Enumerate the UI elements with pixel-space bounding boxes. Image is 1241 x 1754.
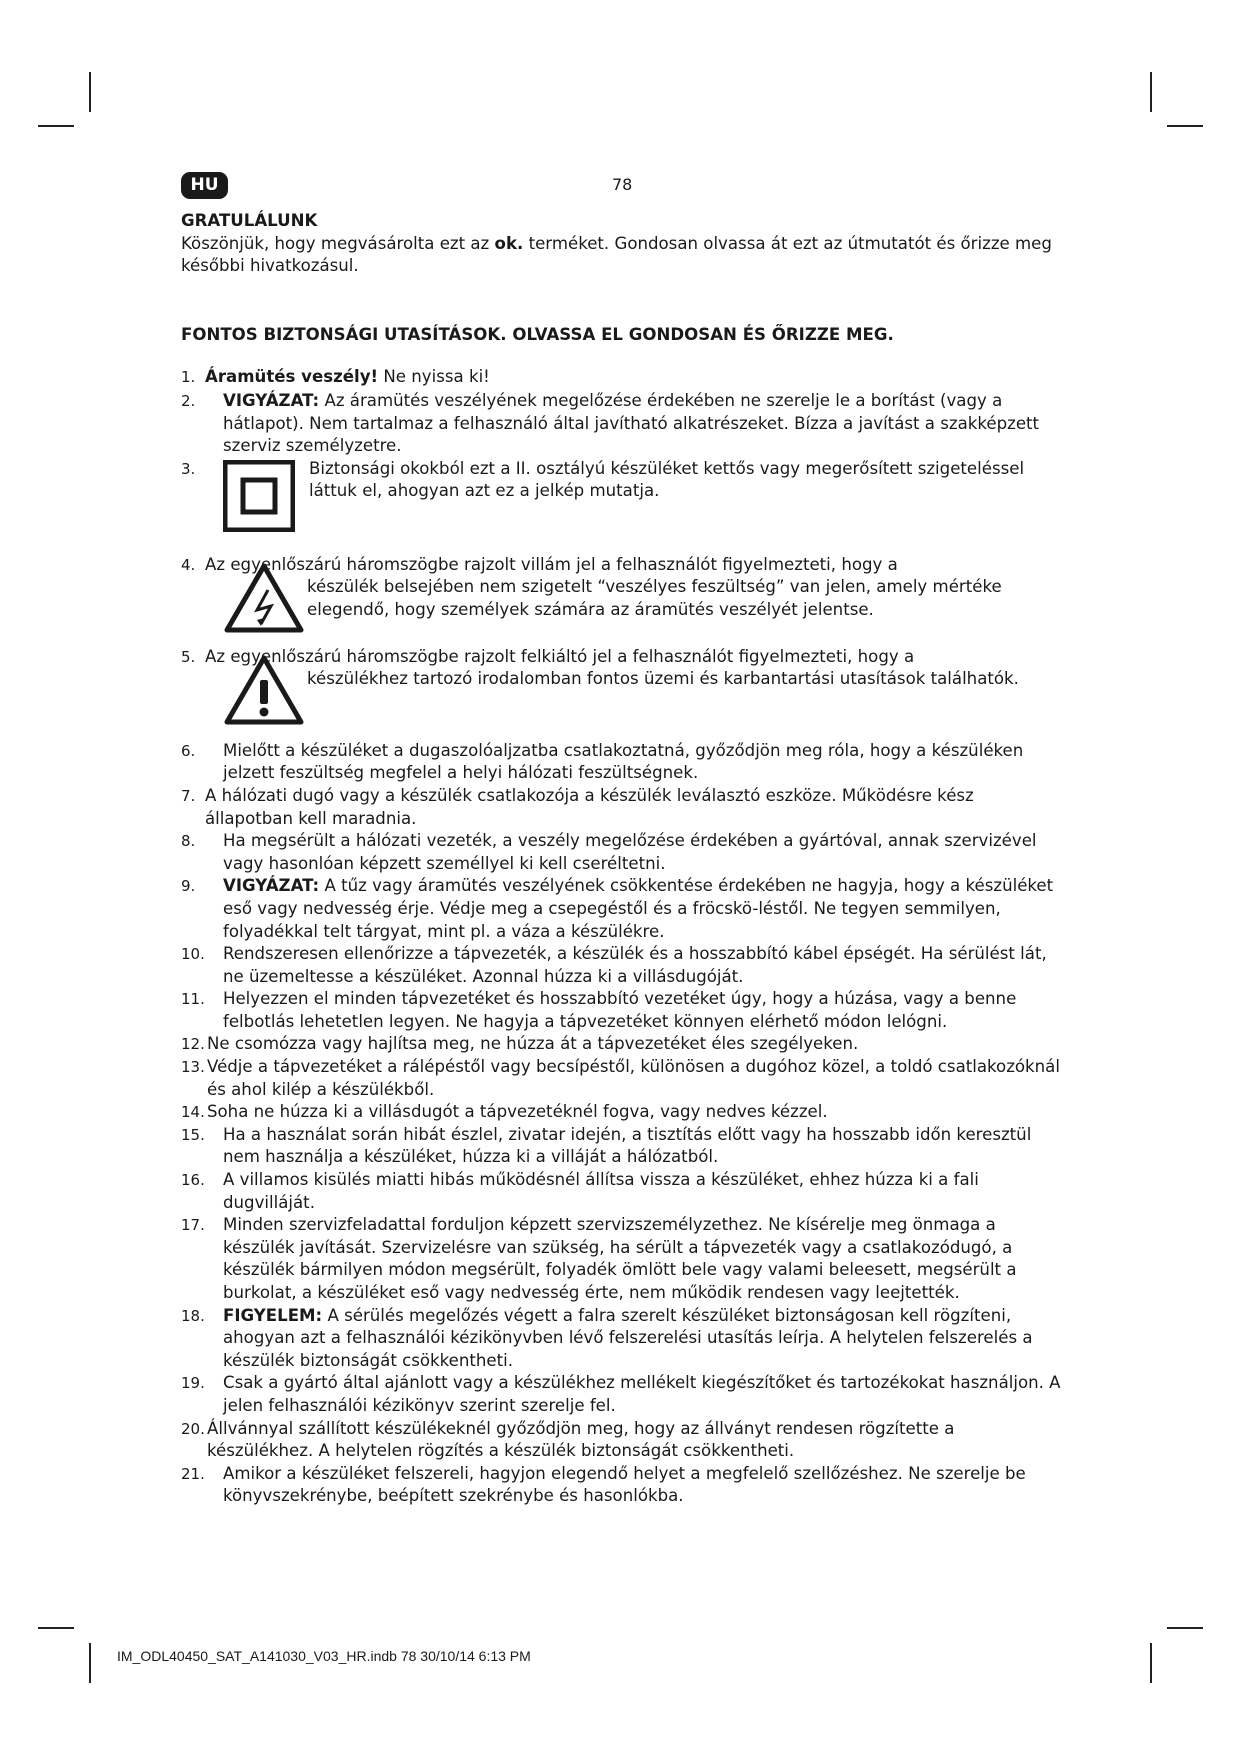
list-item: 15. Ha a használat során hibát észlel, zivatar idején, a tisztítás előtt vagy ha hosszabb időn keresztül nem használja a készüléket, húzza ki a villáját a hálózatból. <box>181 1124 1032 1167</box>
list-item: 11. Helyezzen el minden tápvezetéket és hosszabbító vezetéket úgy, hogy a húzása, vagy a benne felbotlás lehetetlen legyen. Ne hagyja a tápvezetéket könnyen elérhető módon lelógni. <box>181 989 1017 1031</box>
list-item: 3. Biztonsági okokból ezt a II. osztályú készüléket kettős vagy megerősített szigeteléssel láttuk el, ahogyan azt ez a jelkép mutatja. <box>181 458 1061 542</box>
crop-mark <box>1167 1627 1203 1629</box>
list-item: 18. FIGYELEM: A sérülés megelőzés végett a falra szerelt készüléket biztonságosan kell rögzíteni, ahogyan azt a felhasználói kézikönyvben lévő felszerelési utasítás leírja. A helytelen felszerelés a készülék biztonságát csökkentheti. <box>181 1305 1033 1370</box>
intro-text: Köszönjük, hogy megvásárolta ezt az ok. terméket. Gondosan olvassa át ezt az útmutatót és őrizze meg későbbi hivatkozásul. <box>181 233 1052 276</box>
list-item: 19. Csak a gyártó által ajánlott vagy a készülékhez mellékelt kiegészítőket és tartozékokat használjon. A jelen felhasználói kézikönyv szerint szerelje fel. <box>181 1373 1061 1415</box>
crop-mark <box>1167 125 1203 127</box>
list-item: 20. Állvánnyal szállított készülékeknél győződjön meg, hogy az állványt rendesen rögzítette a készülékhez. A helytelen rögzítés a készülék biztonságát csökkentheti. <box>181 1418 955 1461</box>
list-item: 1. Áramütés veszély! Ne nyissa ki! <box>181 367 490 387</box>
crop-mark <box>89 72 91 112</box>
crop-mark <box>1150 72 1152 112</box>
list-item: 14. Soha ne húzza ki a villásdugót a tápvezetéknél fogva, vagy nedves kézzel. <box>181 1102 828 1122</box>
list-item: 2. VIGYÁZAT: Az áramütés veszélyének megelőzése érdekében ne szerelje le a borítást (vagy a hátlapot). Nem tartalmaz a felhasználó által javítható alkatrészeket. Bízza a javítást a szakképzett szerviz személyzetre. <box>181 390 1040 456</box>
list-item: 13. Védje a tápvezetéket a rálépéstől vagy becsípéstől, különösen a dugóhoz közel, a toldó csatlakozóknál és ahol kilép a készülékből. <box>181 1057 1060 1099</box>
safety-list <box>181 366 1061 1508</box>
language-badge: HU <box>181 172 228 199</box>
lightning-warning-icon <box>223 562 305 634</box>
list-item: 12. Ne csomózza vagy hajlítsa meg, ne húzza át a tápvezetéket éles szegélyeken. <box>181 1034 859 1054</box>
brand-name: ok. <box>494 233 524 253</box>
crop-mark <box>38 125 74 127</box>
list-item: 16. A villamos kisülés miatti hibás működésnél állítsa vissza a készüléket, ehhez húzza ki a fali dugvilláját. <box>181 1170 979 1212</box>
list-item: 10. Rendszeresen ellenőrizze a tápvezeték, a készülék és a hosszabbító kábel épségét. Ha sérülést lát, ne üzemeltesse a készüléket. Azonnal húzza ki a villásdugóját. <box>181 944 1047 986</box>
list-item: 5. Az egyenlőszárú háromszögbe rajzolt felkiáltó jel a felhasználót figyelmezteti, hogy a készülékhez tartozó irodalomban fontos üzemi és karbantartási utasítások találhatók. <box>181 646 1061 736</box>
list-item: 8. Ha megsérült a hálózati vezeték, a veszély megelőzése érdekében a gyártóval, annak szervizével vagy hasonlóan képzett személlyel ki kell cseréltetni. <box>181 831 1037 873</box>
crop-mark <box>89 1643 91 1683</box>
list-item: 9. VIGYÁZAT: A tűz vagy áramütés veszélyének csökkentése érdekében ne hagyja, hogy a készüléket eső vagy nedvesség érje. Védje meg a csepegéstől és a fröcskö-léstől. Ne tegyen semmilyen, folyadékkal telt tárgyat, mint pl. a váza a készülékre. <box>181 876 1054 941</box>
list-item: 21. Amikor a készüléket felszereli, hagyjon elegendő helyet a megfelelő szellőzéshez. Ne szerelje be könyvszekrénybe, beépített szekrénybe és hasonlókba. <box>181 1463 1026 1506</box>
crop-mark <box>1150 1643 1152 1683</box>
list-item: 7. A hálózati dugó vagy a készülék csatlakozója a készülék leválasztó eszköze. Működésre kész állapotban kell maradnia. <box>181 785 974 828</box>
intro-heading: GRATULÁLUNK <box>181 211 318 230</box>
print-imprint: IM_ODL40450_SAT_A141030_V03_HR.indb 78 30/10/14 6:13 PM <box>117 1648 531 1664</box>
page-content <box>181 210 1061 1508</box>
page-number: 78 <box>612 175 633 194</box>
list-item: 4. Az egyenlőszárú háromszögbe rajzolt villám jel a felhasználót figyelmezteti, hogy a készülék belsejében nem szigetelt “veszélyes feszültség” van jelen, amely mértéke elegendő, hogy személyek számára az áramütés veszélyét jelentse. <box>181 554 1061 644</box>
crop-mark <box>38 1627 74 1629</box>
section-title: FONTOS BIZTONSÁGI UTASÍTÁSOK. OLVASSA EL GONDOSAN ÉS ŐRIZZE MEG. <box>181 324 894 344</box>
list-item: 17. Minden szervizfeladattal forduljon képzett szervizszemélyzethez. Ne kísérelje meg önmaga a készülék javítását. Szervizelésre van szükség, ha sérült a tápvezeték vagy a csatlakozódugó, a készülék bármilyen módon megsérült, folyadék ömlött bele vagy valami beleesett, megsérült a burkolat, a készüléket eső vagy nedvesség érte, nem működik rendesen vagy leejtették. <box>181 1215 1017 1302</box>
list-item: 6. Mielőtt a készüléket a dugaszolóaljzatba csatlakoztatná, győződjön meg róla, hogy a készüléken jelzett feszültség megfelel a helyi hálózati feszültségnek. <box>181 740 1024 783</box>
double-insulation-icon <box>223 460 295 532</box>
exclamation-warning-icon <box>223 654 305 726</box>
